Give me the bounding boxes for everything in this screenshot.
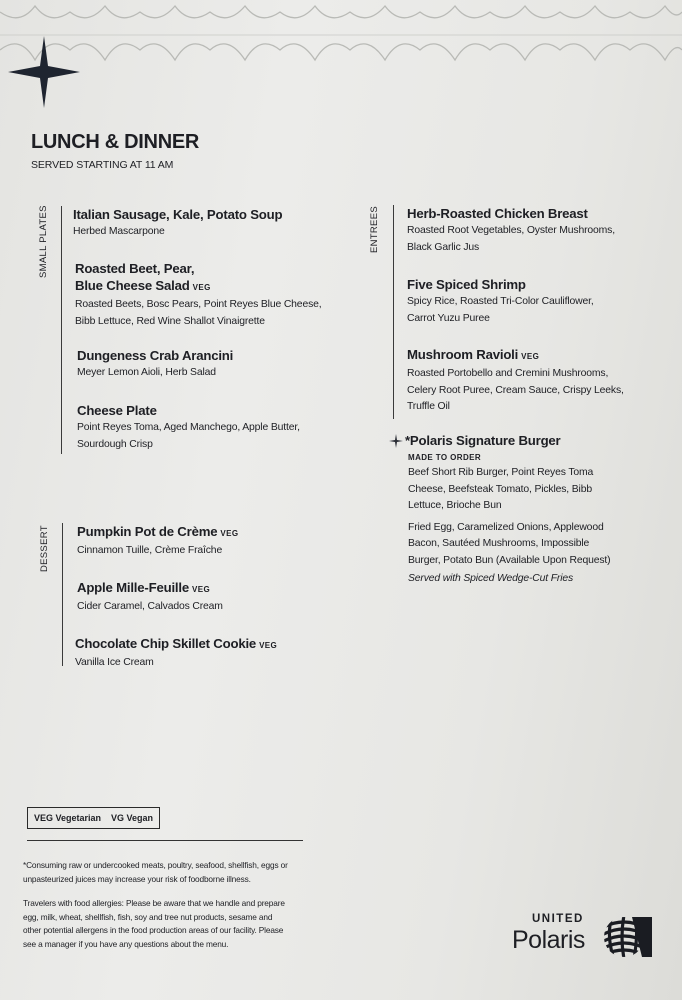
- menu-served-time: SERVED STARTING AT 11 AM: [31, 159, 174, 171]
- section-label-entrees: ENTREES: [369, 206, 380, 253]
- menu-title: LUNCH & DINNER: [31, 131, 200, 153]
- veg-tag: VEG: [259, 641, 278, 650]
- veg-tag: VEG: [521, 352, 540, 361]
- item-description: [407, 294, 677, 327]
- menu-item: [407, 205, 677, 256]
- divider-rule: [27, 840, 303, 841]
- section-label-small-plates: SMALL PLATES: [38, 205, 49, 278]
- item-name-text: Mushroom Ravioli: [407, 347, 519, 362]
- veg-tag: VEG: [220, 529, 239, 538]
- item-name: Five Spiced Shrimp: [407, 277, 526, 292]
- desc-line: Burger, Potato Bun (Available Upon Request): [408, 554, 611, 566]
- disclaimer-line: egg, milk, wheat, shellfish, fish, soy and tree nut products, sesame and: [23, 911, 273, 922]
- raw-food-disclaimer: [23, 859, 313, 886]
- desc-line: Bibb Lettuce, Red Wine Shallot Vinaigrette: [75, 315, 265, 327]
- disclaimer-line: Travelers with food allergies: Please be aware that we handle and prepare: [23, 898, 285, 908]
- desc-line: Roasted Portobello and Cremini Mushrooms,: [407, 368, 609, 379]
- desc-line: Truffle Oil: [407, 401, 450, 412]
- disclaimer-line: see a manager if you have any questions about the menu.: [23, 938, 229, 949]
- veg-tag: VEG: [191, 585, 211, 594]
- section-divider: [61, 206, 62, 454]
- desc-line: Black Garlic Jus: [407, 241, 480, 253]
- desc-line: Point Reyes Toma, Aged Manchego, Apple Butter,: [77, 422, 300, 433]
- served-with-note: Served with Spiced Wedge-Cut Fries: [408, 573, 574, 584]
- item-name: Cheese Plate: [77, 403, 157, 418]
- allergy-disclaimer: [23, 897, 313, 951]
- item-name: Italian Sausage, Kale, Potato Soup: [73, 207, 283, 222]
- menu-item: [77, 579, 347, 616]
- sparkle-icon: [389, 434, 403, 448]
- item-description: Meyer Lemon Aioli, Herb Salad: [77, 367, 216, 378]
- menu-item: [75, 635, 365, 672]
- desc-line: Cheese, Beefsteak Tomato, Pickles, Bibb: [408, 483, 592, 495]
- section-divider: [393, 205, 394, 419]
- item-name: Apple Mille-Feuille: [77, 580, 189, 595]
- desc-line: Lettuce, Brioche Bun: [408, 500, 502, 511]
- item-name: Pumpkin Pot de Crème: [77, 524, 218, 539]
- star-burst-icon: [8, 36, 80, 108]
- item-name: Dungeness Crab Arancini: [77, 348, 234, 363]
- item-description: Cider Caramel, Calvados Cream: [77, 601, 223, 612]
- item-name: Herb-Roasted Chicken Breast: [407, 206, 588, 221]
- header-pattern: [0, 0, 682, 75]
- desc-line: Roasted Beets, Bosc Pears, Point Reyes Blue Cheese,: [75, 299, 322, 310]
- desc-line: Roasted Root Vegetables, Oyster Mushrooms,: [407, 225, 615, 236]
- brand-polaris: Polaris: [512, 926, 585, 954]
- desc-line: Beef Short Rib Burger, Point Reyes Toma: [408, 467, 594, 478]
- menu-item: [77, 347, 347, 382]
- menu-item: [77, 523, 347, 560]
- item-description: Herbed Mascarpone: [73, 226, 165, 237]
- item-description: [75, 297, 345, 330]
- item-description: Vanilla Ice Cream: [75, 657, 154, 668]
- menu-item: [405, 432, 645, 588]
- item-name: [407, 346, 677, 365]
- menu-item: [407, 346, 677, 416]
- desc-line: Spicy Rice, Roasted Tri-Color Cauliflower,: [407, 296, 594, 307]
- menu-item: [75, 260, 345, 330]
- item-name: *Polaris Signature Burger: [405, 433, 561, 448]
- desc-line: Celery Root Puree, Cream Sauce, Crispy Leeks,: [407, 384, 624, 396]
- made-to-order-note: MADE TO ORDER: [408, 453, 482, 462]
- item-name-line: Blue Cheese Salad: [75, 278, 190, 293]
- item-description: [407, 366, 677, 416]
- brand-united: UNITED: [532, 913, 584, 925]
- legend-vegetarian: VEG Vegetarian: [34, 813, 102, 823]
- menu-item: [73, 206, 343, 241]
- diet-legend: [27, 807, 160, 829]
- item-name: Roasted Beet, Pear,: [75, 261, 195, 276]
- desc-line: Carrot Yuzu Puree: [407, 312, 490, 324]
- menu-item: [77, 402, 347, 453]
- section-label-dessert: DESSERT: [39, 525, 50, 572]
- item-description: [408, 451, 645, 588]
- desc-line: Bacon, Sautéed Mushrooms, Impossible: [408, 538, 590, 549]
- veg-tag: VEG: [192, 283, 211, 292]
- menu-item: [407, 276, 677, 327]
- section-divider: [62, 523, 63, 666]
- desc-line: Sourdough Crisp: [77, 438, 153, 450]
- item-description: [77, 420, 347, 453]
- item-description: Cinnamon Tuille, Crème Fraîche: [77, 545, 223, 556]
- globe-icon: [602, 911, 654, 959]
- desc-line: Fried Egg, Caramelized Onions, Applewood: [408, 521, 604, 533]
- disclaimer-line: other potential allergens in the food production areas of our facility. Please: [23, 925, 284, 935]
- disclaimer-line: *Consuming raw or undercooked meats, poultry, seafood, shellfish, eggs or: [23, 860, 288, 870]
- disclaimer-line: unpasteurized juices may increase your risk of foodborne illness.: [23, 873, 251, 884]
- item-name: Chocolate Chip Skillet Cookie: [75, 636, 257, 651]
- item-description: [407, 223, 677, 256]
- legend-vegan: VG Vegan: [111, 813, 154, 823]
- item-name: [75, 277, 345, 296]
